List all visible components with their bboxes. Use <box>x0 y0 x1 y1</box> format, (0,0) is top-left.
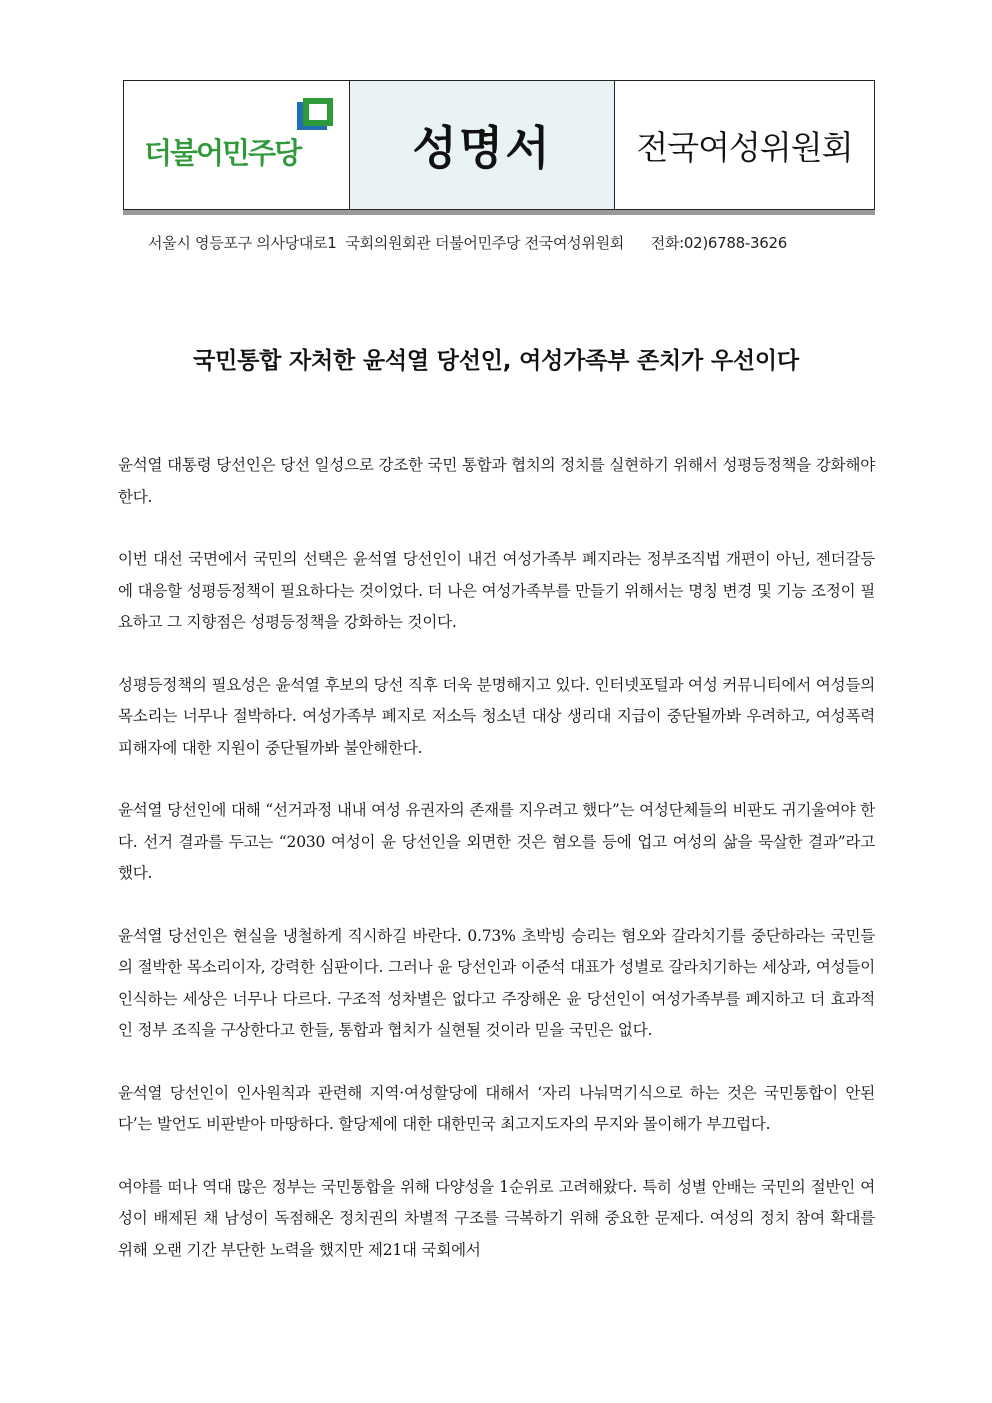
paragraph: 성평등정책의 필요성은 윤석열 후보의 당선 직후 더욱 분명해지고 있다. 인터넷포털과 여성 커뮤니티에서 여성들의 목소리는 너무나 절박하다. 여성가족부 폐지로 저소득 청소년 대상 생리대 지급이 중단될까봐 우려하고, 여성폭력 피해자에 대한 지원이 중단될까봐 불안해한다. <box>118 675 875 757</box>
statement-body <box>118 450 875 1297</box>
paragraph: 윤석열 당선인은 현실을 냉철하게 직시하길 바란다. 0.73% 초박빙 승리는 혐오와 갈라치기를 중단하라는 국민들의 절박한 목소리이자, 강력한 심판이다. 그러나 윤 당선인과 이준석 대표가 성별로 갈라치기하는 세상과, 여성들이 인식하는 세상은 너무나 다르다. 구조적 성차별은 없다고 주장해온 윤 당선인이 여성가족부를 폐지하고 더 효과적인 정부 조직을 구상한다고 한들, 통합과 협치가 실현될 것이라 믿을 국민은 없다. <box>118 926 875 1039</box>
party-logo-cell <box>124 81 350 209</box>
organization-cell <box>615 81 874 209</box>
party-logo-text: 더불어민주당 <box>144 136 301 170</box>
paragraph: 이번 대선 국면에서 국민의 선택은 윤석열 당선인이 내건 여성가족부 폐지라는 정부조직법 개편이 아닌, 젠더갈등에 대응할 성평등정책이 필요하다는 것이었다. 더 나은 여성가족부를 만들기 위해서는 명칭 변경 및 기능 조정이 필요하고 그 지향점은 성평등정책을 강화하는 것이다. <box>118 550 875 631</box>
paragraph: 윤석열 당선인이 인사원칙과 관련해 지역·여성할당에 대해서 ‘자리 나눠먹기식으로 하는 것은 국민통합이 안된다’는 발언도 비판받아 마땅하다. 할당제에 대한 대한민국 최고지도자의 무지와 몰이해가 부끄럽다. <box>118 1083 875 1133</box>
document-type-cell <box>350 81 615 209</box>
paragraph: 윤석열 대통령 당선인은 당선 일성으로 강조한 국민 통합과 협치의 정치를 실현하기 위해서 성평등정책을 강화해야 한다. <box>118 456 875 506</box>
document-type-title: 성명서 <box>412 121 552 175</box>
party-flag-icon <box>295 96 335 134</box>
address-line: 서울시 영등포구 의사당대로1 국회의원회관 더불어민주당 전국여성위원회 전화:02)6788-3626 <box>148 234 787 252</box>
paragraph: 여야를 떠나 역대 많은 정부는 국민통합을 위해 다양성을 1순위로 고려해왔다. 특히 성별 안배는 국민의 절반인 여성이 배제된 채 남성이 독점해온 정치권의 차별적 구조를 극복하기 위해 중요한 문제다. 여성의 정치 참여 확대를 위해 오랜 기간 부단한 노력을 했지만 제21대 국회에서 <box>118 1177 875 1259</box>
statement-headline: 국민통합 자처한 윤석열 당선인, 여성가족부 존치가 우선이다 <box>193 348 799 374</box>
header-table <box>123 80 875 210</box>
paragraph: 윤석열 당선인에 대해 “선거과정 내내 여성 유권자의 존재를 지우려고 했다”는 여성단체들의 비판도 귀기울여야 한다. 선거 결과를 두고는 “2030 여성이 윤 당선인을 외면한 것은 혐오를 등에 업고 여성의 삶을 묵살한 결과”라고 했다. <box>118 801 875 882</box>
organization-name: 전국여성위원회 <box>636 127 853 167</box>
